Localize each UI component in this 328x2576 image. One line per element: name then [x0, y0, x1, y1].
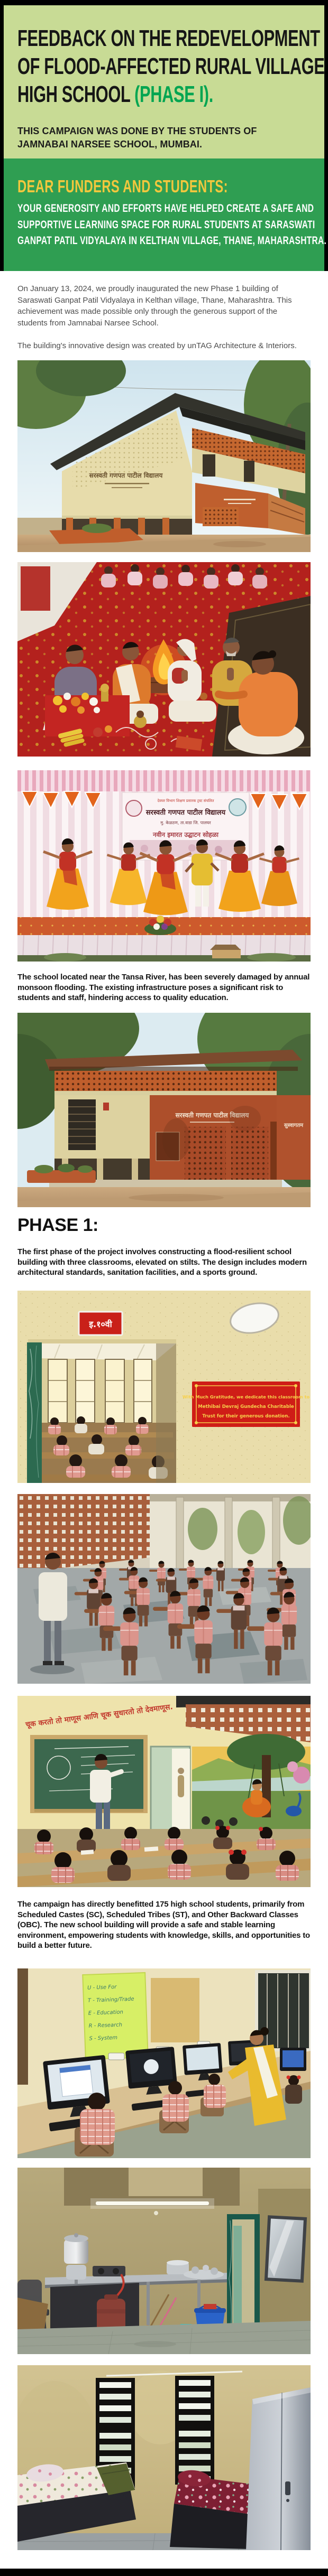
page-title [17, 24, 328, 108]
welcome-sign: सुस्वागतम [284, 1123, 304, 1128]
svg-text:U - Use For: U - Use For [87, 1984, 117, 1991]
svg-text:Methibai Devraj Gundecha Chari: Methibai Devraj Gundecha Charitable [198, 1404, 294, 1410]
open-door [151, 1747, 190, 1835]
intro-paragraph-2: The building's innovative design was created by unTAG Architecture & Interiors. [17, 341, 297, 350]
bottom-border [0, 2569, 328, 2576]
svg-text:With Much Gratitude, we dedica: With Much Gratitude, we dedicate this classroom to [182, 1394, 310, 1399]
funders-heading: DEAR FUNDERS AND STUDENTS: [17, 176, 228, 196]
green-chart [83, 1973, 148, 2059]
header-frame [0, 0, 328, 271]
inauguration-banner [122, 792, 249, 860]
campaign-subtitle: THIS CAMPAIGN WAS DONE BY THE STUDENTS OF JAMNABAI NARSEE SCHOOL, MUMBAI. [17, 126, 257, 150]
svg-text:R - Research: R - Research [88, 2022, 123, 2029]
seated-students [17, 1826, 311, 1887]
photo-kitchen-room [17, 2168, 311, 2354]
computer-lab-illustration [17, 1968, 311, 2158]
wall-quote: चूक करतो तो माणूस आणि चूक सुधारतो तो देवमाणूस. [25, 1703, 174, 1730]
title-line-3: HIGH SCHOOL (PHASE I). [17, 81, 213, 107]
rest-room-illustration [17, 2365, 311, 2550]
teaching-illustration [17, 1696, 311, 1887]
svg-text:E - Education: E - Education [88, 2009, 124, 2017]
svg-text:देवघर विभाग शिक्षण प्रसारक ट्र: देवघर विभाग शिक्षण प्रसारक ट्रस्ट संचलित [157, 799, 214, 803]
svg-text:T - Training/Trade: T - Training/Trade [87, 1996, 134, 2004]
photo-rest-room [17, 2365, 311, 2550]
svg-text:सरस्वती गणपत पाटील विद्यालय: सरस्वती गणपत पाटील विद्यालय [145, 809, 226, 817]
wall-school-name: सरस्वती गणपत पाटील विद्यालय [175, 1112, 249, 1119]
chalkboard [30, 1735, 148, 1813]
doorway [227, 2214, 260, 2341]
kitchen-illustration [17, 2168, 311, 2354]
funders-banner [4, 158, 327, 271]
title-line-2: OF FLOOD-AFFECTED RURAL VILLAGE [17, 53, 325, 79]
photo-stilt-building [17, 1013, 311, 1207]
impact-note: The campaign has directly benefitted 175 high school students, primarily from Scheduled Castes (SC), Scheduled Tribes (ST), and Other Backward Classes (OBC). The new school building will provide a safe and stable learning environment, empowering students with knowledge, skills, and opportunities to build a better future. [17, 1900, 310, 1950]
phase1-description: The first phase of the project involves constructing a flood-resilient school building with three classrooms, elevated on stilts. The design includes modern architectural standards, sanitation facilities, and a sports ground. [17, 1247, 307, 1277]
svg-text:इ.१०वी: इ.१०वी [89, 1319, 112, 1329]
photo-school-building-front [17, 360, 311, 552]
svg-text:Trust for their generous donat: Trust for their generous donation. [202, 1414, 290, 1419]
intro-paragraph-1: On January 13, 2024, we proudly inaugurated the new Phase 1 building of Saraswati Ganpat Patil Vidyalaya in Kelthan village, Thane, Maharashtra. This achievement was made possible only through the generous support of the students from Jamnabai Narsee School. [17, 284, 292, 328]
school-name-sign: सरस्वती गणपत पाटील विद्यालय [89, 472, 163, 479]
lab-window [257, 1972, 311, 2050]
wall-mirror [265, 2215, 307, 2283]
photo-computer-lab [17, 1968, 311, 2158]
window-right [175, 2376, 214, 2485]
marble-door-jamb [27, 1342, 42, 1483]
building-model [210, 945, 241, 958]
svg-text:मु. केळठण, ता.वाडा जि. पालघर: मु. केळठण, ता.वाडा जि. पालघर [160, 820, 211, 825]
dedication-plaque [183, 1382, 310, 1427]
intro-text [17, 283, 302, 363]
water-filter [64, 2233, 88, 2284]
dance-illustration [17, 770, 311, 962]
class-10-sign [79, 1312, 122, 1335]
campaign-header [4, 5, 324, 158]
funders-message: YOUR GENEROSITY AND EFFORTS HAVE HELPED CREATE A SAFE AND SUPPORTIVE LEARNING SPACE FOR RURAL STUDENTS AT SARASWATI GANPAT PATIL VIDYALAYA IN KELTHAN VILLAGE, THANE, MAHARASHTRA. [17, 202, 327, 247]
photo-classroom-teaching [17, 1696, 311, 1887]
classroom-door-illustration [17, 1291, 311, 1483]
photo-classroom-doorway [17, 1291, 311, 1483]
title-phase-highlight: (PHASE I). [134, 81, 213, 107]
photo-inauguration-havan-ceremony [17, 562, 311, 757]
steel-almirah [246, 2387, 311, 2550]
tan-chart [151, 1978, 199, 2042]
svg-text:नवीन इमारत उद्घाटन सोहळा: नवीन इमारत उद्घाटन सोहळा [152, 831, 219, 838]
assembly-illustration [17, 1494, 311, 1684]
phase1-heading: PHASE 1: [17, 1215, 98, 1235]
school-front-illustration [17, 360, 311, 552]
photo-assembly-pledge [17, 1494, 311, 1684]
stilt-building-illustration [17, 1013, 311, 1207]
flood-damage-note: The school located near the Tansa River, has been severely damaged by annual monsoon flooding. The existing infrastructure poses a significant risk to students and staff, hindering access to quality education. [17, 973, 310, 1002]
photo-dance-performance [17, 770, 311, 962]
wall-mural [192, 1734, 311, 1834]
svg-text:S - System: S - System [89, 2034, 118, 2042]
havan-illustration [17, 562, 311, 757]
title-line-1: FEEDBACK ON THE REDEVELOPMENT [17, 25, 320, 51]
